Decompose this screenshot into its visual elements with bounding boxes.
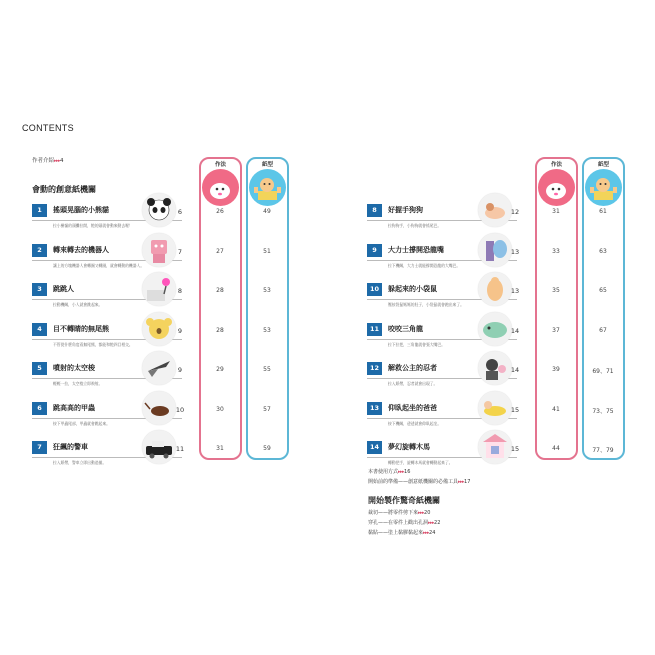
entry-page: 13 [510,287,520,295]
entry-description: 拉小樹貓的頭攤拉開，牠的頭就會動來動去喔！ [53,223,133,228]
paper-header: 紙型 [261,162,273,168]
method-badge-icon [202,169,239,206]
entry-method-page: 35 [552,287,560,294]
entry-description: 按下甲蟲尾部，甲蟲就會跳起來。 [53,420,110,426]
arrow-icon: ▸▸▸ [428,520,435,526]
entry-paper-page: 53 [263,287,271,294]
entry-number: 2 [32,244,47,257]
author-intro-page: 4 [60,158,64,164]
entry-description: 輕輕一拉，太空梭立即飛射。 [53,381,103,386]
entry-title: 搖頭晃腦的小熊貓 [53,206,109,214]
entry-number: 14 [367,441,382,454]
technique-label: 穿孔——在零件上戳出孔洞 [368,520,429,526]
arrow-icon: ▸▸▸ [418,510,425,516]
entry-method-page: 41 [552,405,560,413]
entry-description: 拉下機關，大力士就能撐開恐龍的大嘴巴。 [388,262,461,268]
entry-page: 7 [177,247,183,256]
entry-page: 15 [510,405,520,414]
entry-page: 14 [510,366,520,374]
usage-label: 本書使用方式 [368,469,399,475]
entry-description: 拉入紙帶，警車立即出動追捕。 [53,460,107,465]
entry-title: 跳跳人 [53,285,74,293]
entry-method-page: 31 [552,208,560,215]
entry-description: 拉下拉把，三角龍就會張大嘴巴。 [388,341,445,347]
entry-page: 13 [510,247,520,256]
entry-page: 15 [510,445,520,453]
entry-paper-page: 51 [263,247,271,255]
entry-method-page: 29 [216,366,224,373]
technique-label: 黏貼——塗上黏膠黏起來 [368,530,424,536]
arrow-icon: ▸▸▸ [458,479,465,485]
entry-paper-page: 73、75 [592,407,614,415]
method-header-right: 作法 [550,162,562,168]
entry-title: 咬咬三角龍 [388,324,423,333]
technique-link[interactable] [368,519,440,526]
entry-number: 6 [32,402,47,415]
prep-page: 17 [464,479,471,485]
entry-number: 3 [32,283,47,296]
entry-method-page: 27 [216,247,224,255]
entry-paper-page: 65 [599,287,607,294]
entry-page: 14 [510,326,520,335]
technique-link[interactable] [368,529,435,536]
entry-number: 8 [367,204,382,217]
entry-description: 拉狗狗手，小狗狗就會搖尾巴。 [388,223,442,228]
entry-method-page: 28 [216,326,224,334]
arrow-icon: ▸▸▸ [398,469,405,475]
entry-title: 跳高高的甲蟲 [53,403,95,412]
technique-link[interactable] [368,509,430,516]
entry-method-page: 28 [216,287,224,294]
entry-number: 5 [32,362,47,375]
entry-number: 4 [32,323,47,336]
entry-title: 躲起來的小袋鼠 [388,285,437,293]
entry-method-page: 37 [552,326,560,334]
entry-title: 解救公主的忍者 [388,364,437,372]
entry-title: 噴射的太空梭 [53,364,95,372]
paper-badge-icon-right [585,169,622,206]
entry-paper-page: 77、79 [592,447,614,454]
entry-paper-page: 69、71 [592,368,614,375]
entry-number: 7 [32,441,47,454]
entry-page: 8 [177,287,183,295]
entry-method-page: 26 [216,208,224,215]
entry-page: 6 [177,208,183,216]
entry-number: 11 [367,323,382,336]
entry-description: 拉入紙帶，忍者就會出現了。 [388,381,438,386]
entry-number: 10 [367,283,382,296]
entry-number: 9 [367,244,382,257]
start-section-title: 開始製作驚奇紙機關 [368,496,440,505]
entry-description: 按下機關，爸爸就會仰臥起坐。 [388,420,442,426]
arrow-icon: ▸▸▸ [423,530,430,536]
entry-method-page: 33 [552,247,560,255]
entry-paper-page: 59 [263,445,271,452]
entry-page: 9 [177,366,183,374]
entry-method-page: 39 [552,366,560,373]
entry-page: 11 [175,445,185,453]
section-title: 會動的創意紙機關 [32,185,96,194]
usage-page: 16 [404,469,411,475]
technique-page: 22 [434,520,441,526]
paper-header-right: 紙型 [597,162,609,168]
entry-title: 夢幻旋轉木馬 [388,443,430,451]
entry-title: 好握手狗狗 [388,206,423,214]
entry-description: 壓按袋鼠媽媽的肚子，小袋鼠就會跑出來了。 [388,302,464,307]
entry-description: 轉動把手，旋轉木馬就會轉動起來了。 [388,460,453,465]
entry-paper-page: 61 [599,208,607,215]
entry-paper-page: 55 [263,366,271,373]
entry-title: 目不轉睛的無尾熊 [53,324,109,333]
technique-page: 24 [429,530,436,536]
method-badge-icon-right [538,169,575,206]
prep-label: 開始前的準備——創意紙機關的必備工具 [368,479,459,485]
entry-number: 1 [32,204,47,217]
entry-title: 仰臥起坐的爸爸 [388,403,437,412]
technique-label: 裁切——將零件剪下來 [368,510,419,516]
entry-page: 9 [177,326,183,335]
entry-title: 大力士撐開恐龍嘴 [388,245,444,254]
entry-page: 10 [175,405,185,414]
usage-link[interactable] [368,468,410,475]
entry-method-page: 30 [216,405,224,413]
entry-method-page: 44 [552,445,560,452]
arrow-icon: ▸▸▸ [54,158,61,164]
entry-page: 12 [510,208,520,216]
entry-number: 13 [367,402,382,415]
entry-title: 狂飆的警車 [53,443,88,451]
technique-page: 20 [424,510,431,516]
entry-title: 轉來轉去的機器人 [53,245,109,254]
contents-heading: CONTENTS [22,123,74,133]
entry-description: 不管從什麼角度看無尾熊，都能和牠四目相交。 [53,341,133,347]
method-header: 作法 [214,162,226,168]
entry-paper-page: 63 [599,247,607,255]
entry-description: 拉動機關，小人就會跳起來。 [53,302,103,307]
entry-paper-page: 67 [599,326,607,334]
paper-badge-icon [249,169,286,206]
entry-number: 12 [367,362,382,375]
entry-paper-page: 53 [263,326,271,334]
author-intro-label: 作者介紹 [32,158,55,164]
entry-method-page: 31 [216,445,224,452]
author-intro[interactable] [32,156,64,164]
entry-description: 讓上的方塊機器人會轉圈又轉圈，就會轉動的機器人。 [53,262,145,268]
entry-paper-page: 49 [263,208,271,215]
entry-paper-page: 57 [263,405,271,413]
prep-link[interactable] [368,478,470,485]
